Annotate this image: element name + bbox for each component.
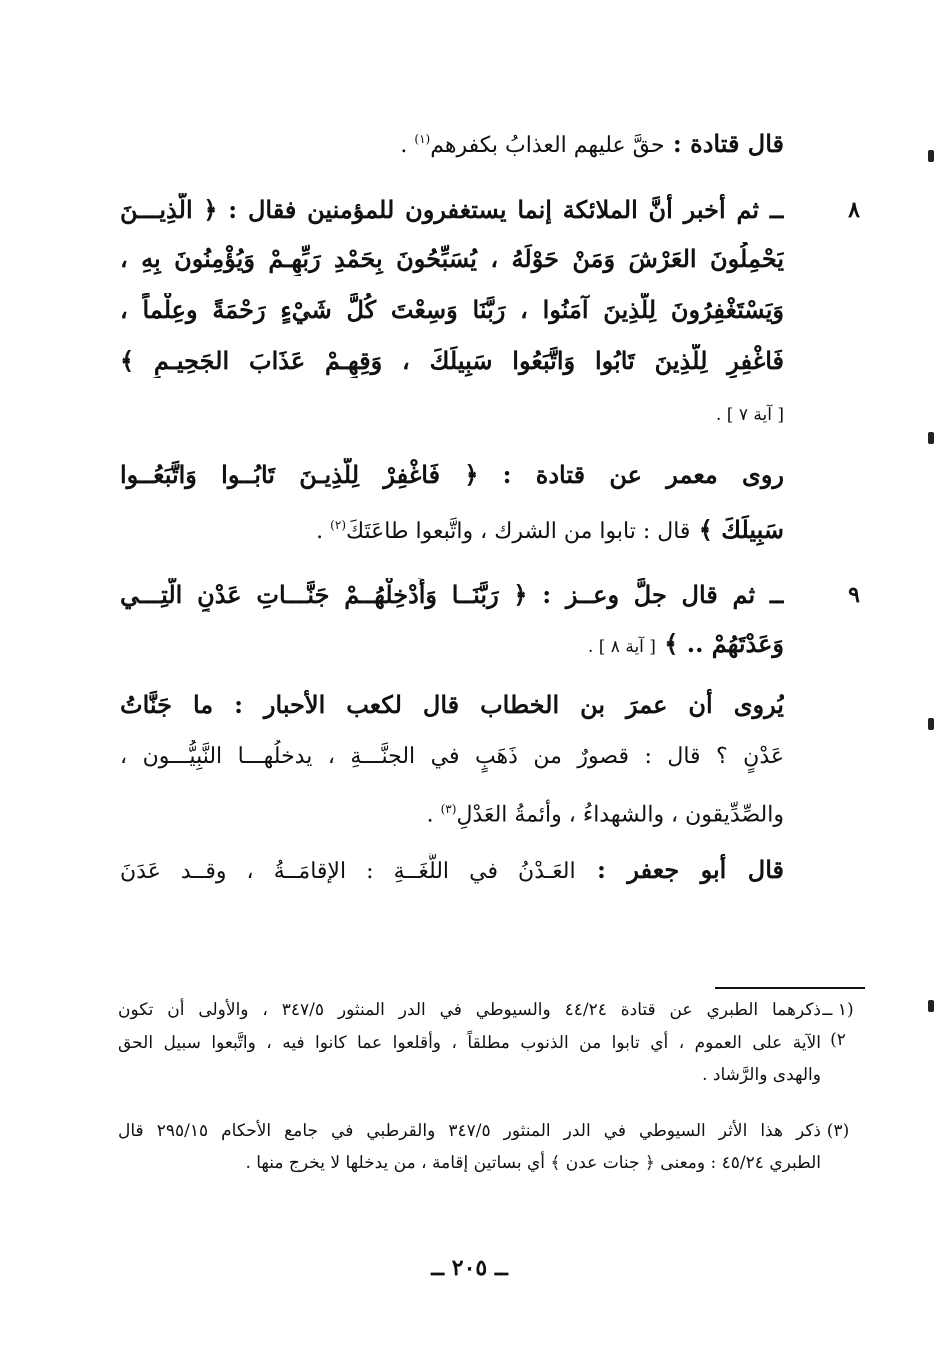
- scan-edge-mark: [928, 1000, 934, 1012]
- verse-reference-7: [ آية ٧ ] .: [716, 405, 784, 425]
- footnote-mark-3: (٣): [826, 1121, 850, 1141]
- quote-text: حقَّ عليهم العذابُ بكفرهم: [430, 133, 665, 158]
- text-line-12: عَدْنٍ ؟ قال : قصورٌ من ذَهَبٍ في الجنَّـــةِ ، يدخلُهـــا النَّبِيُّـــون ،: [120, 744, 784, 769]
- speaker-abu-jafar: قال أبو جعفر :: [575, 855, 784, 884]
- footnote-1-line-3: والهدى والرَّشاد .: [702, 1065, 821, 1085]
- text-line-10: [120, 627, 784, 664]
- explanation-text: قال : تابوا من الشرك ، واتَّبعوا طاعَتَكَ: [346, 519, 691, 544]
- footnote-3-line-2: الطبري ٤٥/٢٤ : ومعنى ﴿ جنات عدن ﴾ أي بساتين إقامة ، من يدخلها لا يخرج منها .: [245, 1153, 821, 1173]
- footnote-ref-3: (٣): [440, 802, 457, 816]
- speaker-qatada: قال قتادة :: [664, 129, 784, 158]
- line-end: .: [316, 519, 331, 544]
- quran-quote: وَعَدْتَهُمْ .. ﴾: [655, 629, 784, 658]
- footnote-mark-1-2: (١ ــ ٢): [822, 1000, 854, 1050]
- text-line-11: يُروى أن عمرَ بن الخطاب قال لكعب الأحبار : ما جَنَّاتُ: [120, 690, 784, 719]
- text-line-5: فَاغْفِرِ لِلَّذِينَ تَابُوا وَاتَّبَعُوا سَبِيلَكَ ، وَقِهِـمْ عَذَابَ الجَحِيـمِ ﴾: [120, 346, 784, 375]
- scan-edge-mark: [928, 718, 934, 730]
- text-line-14: [120, 853, 784, 889]
- text-line-7: روى معمر عن قتادة : ﴿ فَاغْفِرْ لِلَّذِيـنَ تَابُــوا وَاتَّبَعُــوا: [120, 460, 784, 489]
- footnote-1-line-1: ذكرهما الطبري عن قتادة ٤٤/٢٤ والسيوطي في الدر المنثور ٣٤٧/٥ ، والأولى أن تكون: [118, 1000, 821, 1020]
- page-number: ــ ٢٠٥ ــ: [431, 1255, 508, 1281]
- footnote-separator: [715, 987, 865, 989]
- text-line-1: [120, 122, 784, 163]
- footnote-1-line-2: الآية على العموم ، أي تابوا من الذنوب مطلقاً ، وأقلعوا عما كانوا فيه ، واتَّبعوا سبيل الحق: [118, 1033, 821, 1053]
- line-end: .: [426, 802, 441, 828]
- item-number-8: ٨: [848, 197, 860, 223]
- quran-quote: سَبِيلَكَ ﴾: [690, 515, 784, 544]
- definition-text: العَـدْنُ في اللُّغَــةِ : الإقامَــةُ ، وقــد عَدَنَ: [120, 859, 576, 884]
- footnote-ref-1: (١): [414, 132, 431, 146]
- text-line-2: ــ ثم أخبر أنَّ الملائكة إنما يستغفرون للمؤمنين فقال : ﴿ الَّذِيـــنَ: [120, 195, 784, 224]
- text-line-9: ــ ثم قال جلَّ وعــز : ﴿ رَبَّنَــا وَأَدْخِلْهُــمْ جَنَّـــاتِ عَدْنٍ الَّتِـــي: [120, 580, 784, 609]
- text-line-13: [120, 792, 784, 832]
- text-line-4: وَيَسْتَغْفِرُونَ لِلَّذِينَ آمَنُوا ، رَبَّنَا وَسِعْتَ كُلَّ شَيْءٍ رَحْمَةً وعِلْماً ،: [120, 295, 784, 324]
- text-line-3: يَحْمِلُونَ العَرْشَ وَمَنْ حَوْلَهُ ، يُسَبِّحُونَ بِحَمْدِ رَبِّهِـمْ وَيُؤْمِنُونَ بِهِ ،: [120, 244, 784, 273]
- line-end: .: [400, 133, 415, 158]
- scan-edge-mark: [928, 150, 934, 162]
- footnote-3-line-1: ذكر هذا الأثر السيوطي في الدر المنثور ٣٤٧/٥ والقرطبي في جامع الأحكام ٢٩٥/١٥ قال: [118, 1121, 821, 1141]
- item-number-9: ٩: [848, 582, 860, 608]
- footnote-ref-2: (٢): [330, 518, 346, 532]
- verse-reference-8: [ آية ٨ ] .: [587, 637, 656, 657]
- narration-text: والصِّدِّيقون ، والشهداءُ ، وأئمةُ العَدْلِ: [456, 802, 784, 828]
- text-line-8: [120, 508, 784, 549]
- scan-edge-mark: [928, 432, 934, 444]
